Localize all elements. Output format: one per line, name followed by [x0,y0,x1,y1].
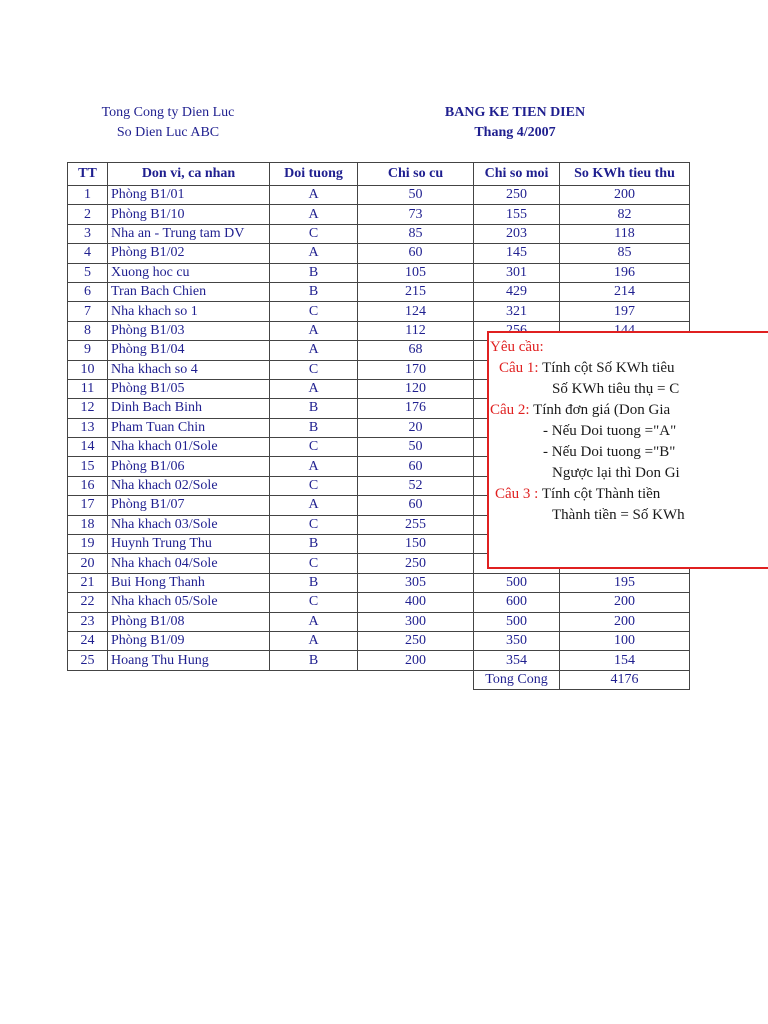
unit-name: Tran Bach Chien [108,282,270,301]
old-reading: 20 [358,418,474,437]
new-reading: 354 [474,651,560,670]
old-reading: 112 [358,321,474,340]
column-header: Chi so cu [358,163,474,186]
customer-type: B [270,573,358,592]
row-number: 13 [68,418,108,437]
q2-line3: Ngược lại thì Don Gi [552,465,680,481]
row-number: 20 [68,554,108,573]
customer-type: C [270,476,358,495]
table-row [68,612,690,631]
column-header: Don vi, ca nhan [108,163,270,186]
unit-name: Nha khach 05/Sole [108,593,270,612]
row-number: 15 [68,457,108,476]
row-number: 4 [68,244,108,263]
q1-formula: Số KWh tiêu thụ = C [552,381,680,397]
unit-name: Phòng B1/01 [108,186,270,205]
column-header: TT [68,163,108,186]
customer-type: B [270,399,358,418]
table-row [68,244,690,263]
table-row [68,631,690,650]
customer-type: A [270,457,358,476]
q2-line1: - Nếu Doi tuong ="A" [543,423,677,439]
row-number: 7 [68,302,108,321]
q2-text: Tính đơn giá (Don Gia [533,402,671,418]
row-number: 6 [68,282,108,301]
row-number: 1 [68,186,108,205]
customer-type: B [270,263,358,282]
kwh-consumed: 85 [560,244,690,263]
old-reading: 120 [358,379,474,398]
kwh-consumed: 154 [560,651,690,670]
q2-label: Câu 2: [490,402,530,418]
unit-name: Nha khach 04/Sole [108,554,270,573]
customer-type: C [270,224,358,243]
customer-type: A [270,186,358,205]
kwh-consumed: 82 [560,205,690,224]
old-reading: 305 [358,573,474,592]
old-reading: 170 [358,360,474,379]
old-reading: 60 [358,244,474,263]
table-row [68,224,690,243]
kwh-consumed: 197 [560,302,690,321]
unit-name: Phòng B1/06 [108,457,270,476]
new-reading: 250 [474,186,560,205]
row-number: 12 [68,399,108,418]
old-reading: 85 [358,224,474,243]
old-reading: 150 [358,535,474,554]
old-reading: 68 [358,341,474,360]
q3-formula: Thành tiền = Số KWh [552,507,685,523]
new-reading: 600 [474,593,560,612]
total-label: Tong Cong [474,670,560,689]
old-reading: 400 [358,593,474,612]
customer-type: B [270,651,358,670]
kwh-consumed: 195 [560,573,690,592]
new-reading: 155 [474,205,560,224]
old-reading: 60 [358,496,474,515]
customer-type: C [270,302,358,321]
empty-cell [270,670,358,689]
old-reading: 50 [358,186,474,205]
unit-name: Nha khach 01/Sole [108,438,270,457]
unit-name: Phòng B1/08 [108,612,270,631]
empty-cell [108,670,270,689]
unit-name: Nha khach 02/Sole [108,476,270,495]
new-reading: 301 [474,263,560,282]
table-row [68,205,690,224]
total-value: 4176 [560,670,690,689]
table-row [68,573,690,592]
row-number: 11 [68,379,108,398]
q3-label: Câu 3 : [495,486,539,502]
old-reading: 176 [358,399,474,418]
kwh-consumed: 200 [560,186,690,205]
customer-type: B [270,418,358,437]
row-number: 18 [68,515,108,534]
old-reading: 124 [358,302,474,321]
table-row [68,302,690,321]
unit-name: Phòng B1/05 [108,379,270,398]
customer-type: C [270,554,358,573]
old-reading: 215 [358,282,474,301]
row-number: 22 [68,593,108,612]
customer-type: B [270,282,358,301]
row-number: 14 [68,438,108,457]
column-header: Chi so moi [474,163,560,186]
new-reading: 500 [474,612,560,631]
old-reading: 50 [358,438,474,457]
table-row [68,651,690,670]
customer-type: C [270,438,358,457]
unit-name: Phòng B1/07 [108,496,270,515]
customer-type: A [270,321,358,340]
unit-name: Phòng B1/10 [108,205,270,224]
row-number: 9 [68,341,108,360]
column-header: Doi tuong [270,163,358,186]
customer-type: C [270,593,358,612]
unit-name: Hoang Thu Hung [108,651,270,670]
old-reading: 105 [358,263,474,282]
new-reading: 203 [474,224,560,243]
row-number: 5 [68,263,108,282]
customer-type: C [270,360,358,379]
unit-name: Phòng B1/09 [108,631,270,650]
unit-name: Xuong hoc cu [108,263,270,282]
row-number: 10 [68,360,108,379]
total-row [68,670,690,689]
kwh-consumed: 200 [560,612,690,631]
row-number: 16 [68,476,108,495]
report-period: Thang 4/2007 [474,125,556,140]
new-reading: 321 [474,302,560,321]
new-reading: 145 [474,244,560,263]
empty-cell [358,670,474,689]
unit-name: Nha khach 03/Sole [108,515,270,534]
note-title: Yêu cầu: [490,339,544,355]
customer-type: B [270,535,358,554]
kwh-consumed: 118 [560,224,690,243]
unit-name: Huynh Trung Thu [108,535,270,554]
q2-line2: - Nếu Doi tuong ="B" [543,444,676,460]
old-reading: 250 [358,554,474,573]
row-number: 25 [68,651,108,670]
unit-name: Phòng B1/04 [108,341,270,360]
old-reading: 250 [358,631,474,650]
row-number: 3 [68,224,108,243]
row-number: 2 [68,205,108,224]
unit-name: Dinh Bach Binh [108,399,270,418]
old-reading: 52 [358,476,474,495]
branch-name: So Dien Luc ABC [116,125,220,140]
row-number: 21 [68,573,108,592]
row-number: 8 [68,321,108,340]
unit-name: Phòng B1/02 [108,244,270,263]
column-header: So KWh tieu thu [560,163,690,186]
empty-cell [68,670,108,689]
customer-type: A [270,341,358,360]
new-reading: 429 [474,282,560,301]
row-number: 23 [68,612,108,631]
table-row [68,282,690,301]
unit-name: Phòng B1/03 [108,321,270,340]
old-reading: 300 [358,612,474,631]
customer-type: A [270,244,358,263]
old-reading: 60 [358,457,474,476]
table-row [68,186,690,205]
row-number: 17 [68,496,108,515]
new-reading: 500 [474,573,560,592]
unit-name: Bui Hong Thanh [108,573,270,592]
unit-name: Nha khach so 1 [108,302,270,321]
q1-label: Câu 1: [499,360,539,376]
q1-text: Tính cột Số KWh tiêu [542,360,675,376]
q3-text: Tính cột Thành tiền [541,486,661,502]
company-name: Tong Cong ty Dien Luc [101,105,235,120]
row-number: 19 [68,535,108,554]
kwh-consumed: 200 [560,593,690,612]
company-header [88,103,248,143]
customer-type: C [270,515,358,534]
table-row [68,263,690,282]
customer-type: A [270,612,358,631]
customer-type: A [270,205,358,224]
unit-name: Pham Tuan Chin [108,418,270,437]
unit-name: Nha khach so 4 [108,360,270,379]
customer-type: A [270,496,358,515]
old-reading: 200 [358,651,474,670]
new-reading: 350 [474,631,560,650]
table-row [68,593,690,612]
customer-type: A [270,379,358,398]
old-reading: 255 [358,515,474,534]
table-header-row [68,163,690,186]
report-title: BANG KE TIEN DIEN [444,105,586,120]
requirements-note [487,331,768,569]
unit-name: Nha an - Trung tam DV [108,224,270,243]
kwh-consumed: 100 [560,631,690,650]
old-reading: 73 [358,205,474,224]
row-number: 24 [68,631,108,650]
kwh-consumed: 214 [560,282,690,301]
customer-type: A [270,631,358,650]
report-header [430,103,600,143]
kwh-consumed: 196 [560,263,690,282]
